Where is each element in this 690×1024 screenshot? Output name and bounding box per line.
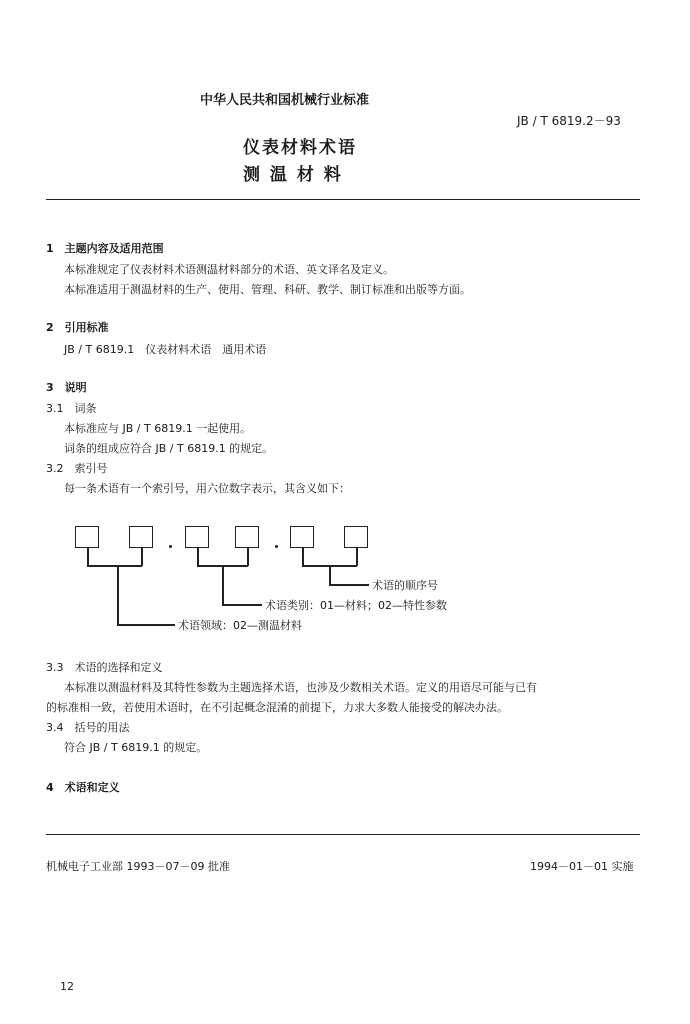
approval-date: 机械电子工业部 1993－07－09 批准 bbox=[46, 860, 230, 873]
page-number: 12 bbox=[60, 980, 74, 993]
digit-box-3 bbox=[185, 526, 209, 548]
leader-line-2 bbox=[222, 604, 262, 606]
section-4-heading: 4 术语和定义 bbox=[46, 781, 120, 794]
section-3-3-heading: 3.3 术语的选择和定义 bbox=[46, 661, 163, 674]
leader-line-3 bbox=[117, 624, 175, 626]
digit-box-4 bbox=[235, 526, 259, 548]
issuing-organization: 中华人民共和国机械行业标准 bbox=[200, 93, 370, 108]
diagram-label-category: 术语类别：01—材料；02—特性参数 bbox=[265, 599, 447, 612]
section-2-heading: 2 引用标准 bbox=[46, 321, 109, 334]
diagram-label-domain: 术语领域：02—测温材料 bbox=[178, 619, 302, 632]
section-3-3-paragraph-1: 本标准以测温材料及其特性参数为主题选择术语，也涉及少数相关术语。定义的用语尽可能与已有 bbox=[64, 681, 537, 694]
diagram-label-sequence: 术语的顺序号 bbox=[372, 579, 438, 592]
section-3-1-heading: 3.1 词条 bbox=[46, 402, 97, 415]
standard-code: JB / T 6819.2－93 bbox=[517, 114, 621, 128]
section-3-3-paragraph-2: 的标准相一致，若使用术语时，在不引起概念混淆的前提下，力求大多数人能接受的解决办法。 bbox=[46, 701, 508, 714]
section-3-2-paragraph-1: 每一条术语有一个索引号，用六位数字表示，其含义如下： bbox=[64, 482, 350, 495]
section-3-2-heading: 3.2 索引号 bbox=[46, 462, 108, 475]
section-3-1-paragraph-1: 本标准应与 JB / T 6819.1 一起使用。 bbox=[64, 422, 252, 435]
header-rule bbox=[46, 199, 640, 200]
section-3-1-paragraph-2: 词条的组成应符合 JB / T 6819.1 的规定。 bbox=[64, 442, 274, 455]
digit-box-1 bbox=[75, 526, 99, 548]
document-subtitle: 测 温 材 料 bbox=[243, 165, 343, 185]
section-1-heading: 1 主题内容及适用范围 bbox=[46, 242, 164, 255]
section-1-paragraph-1: 本标准规定了仪表材料术语测温材料部分的术语、英文译名及定义。 bbox=[64, 263, 394, 276]
separator-dot-2 bbox=[275, 545, 278, 548]
section-3-heading: 3 说明 bbox=[46, 381, 87, 394]
digit-box-6 bbox=[344, 526, 368, 548]
leader-line-1 bbox=[329, 584, 369, 586]
section-3-4-heading: 3.4 括号的用法 bbox=[46, 721, 130, 734]
section-3-4-paragraph-1: 符合 JB / T 6819.1 的规定。 bbox=[64, 741, 208, 754]
separator-dot-1 bbox=[169, 545, 172, 548]
section-1-paragraph-2: 本标准适用于测温材料的生产、使用、管理、科研、教学、制订标准和出版等方面。 bbox=[64, 283, 471, 296]
effective-date: 1994－01－01 实施 bbox=[530, 860, 634, 873]
document-title: 仪表材料术语 bbox=[243, 138, 357, 158]
digit-box-5 bbox=[290, 526, 314, 548]
section-2-paragraph-1: JB / T 6819.1 仪表材料术语 通用术语 bbox=[64, 343, 267, 356]
footer-rule bbox=[46, 834, 640, 835]
digit-box-2 bbox=[129, 526, 153, 548]
